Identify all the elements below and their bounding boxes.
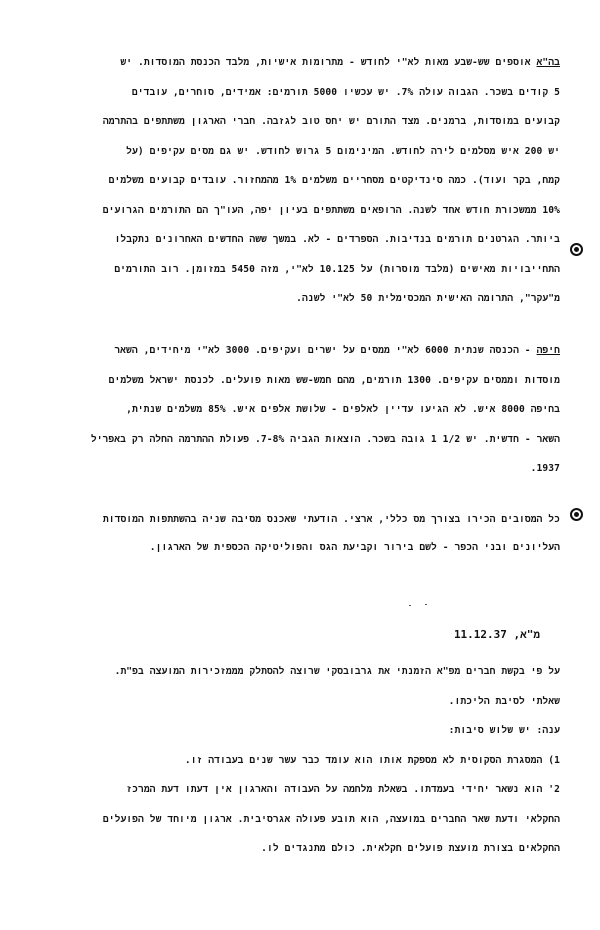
place-heading: בה"א <box>536 57 560 68</box>
text-line: 1937. <box>530 463 560 474</box>
text-line: 5 קודים בשכר. הגבוה עולה 7%. יש עכשיו 5000 תורמים: אמידים, סוחרים, עובדים <box>131 86 560 98</box>
text-line: מ"עקר", התרומה האישית המכסימלית 50 לא"י לשנה. <box>296 293 560 304</box>
binder-hole-upper-icon <box>570 243 583 256</box>
text-line: בחיפה 8000 איש. לא הגיעו עדיין לאלפים - שלושת אלפים איש. 85% משלמים שנתית, <box>126 404 560 415</box>
paragraph-haifa <box>40 336 560 484</box>
place-heading: חיפה <box>536 345 560 356</box>
text-line: כל המסובים הכירו בצורך מס כללי, ארצי. הודעתי שאכנס מסיבה שניה בהשתתפות המוסדות <box>102 514 560 525</box>
text-line: 10% ממשכורת חודש אחד לשנה. הרופאים משתתפים בעיון יפה, העו"ך הם התורמים הגרועים <box>102 204 560 216</box>
text-line: בה"א אוספים שש-שבע מאות לא"י לחודש - מתרומות אישיות, מלבד הכנסת המוסדות. יש <box>120 57 560 68</box>
text-line: על פי בקשת חברים מפ"א הזמנתי את גרבובסקי שרוצה להסתלק מממזכירות המועצה בפ"ת. <box>114 666 560 677</box>
text-line: התחייבויות מאישים (מלבד מוסרות) על 10.125 לא"י, מזה 5450 במזומן. רוב התורמים <box>114 263 560 275</box>
paragraph-beer-sheva <box>40 48 560 314</box>
text-line: השאר - חדשית. יש 1/2 1 גובה בשכר. הוצאות הגביה 7-8%. פעולת ההתרמה החלה רק באפריל <box>90 433 560 445</box>
binder-hole-lower-icon <box>570 508 583 521</box>
paper-speck <box>425 604 427 605</box>
date-heading: מ"א, 11.12.37 <box>453 628 540 641</box>
paragraph-grabovsky <box>40 657 560 864</box>
text-line: החקלאים בצורת מועצת פועלים חקלאית. כולם מתנגדים לו. <box>261 843 560 854</box>
paragraph-general-tax <box>40 506 560 562</box>
text-line: יש 200 איש מסלמים לירה לחודש. המינימום 5 גרוש לחודש. יש גם מסים עקיפים (על <box>126 145 560 157</box>
text-line: חיפה - הכנסה שנתית 6000 לא"י ממסים על ישרים ועקיפים. 3000 לא"י מיחידים, השאר <box>114 345 560 356</box>
text-line: ענה: יש שלוש סיבות: <box>448 725 560 736</box>
text-line: 1) המסגרת הסקוסית לא מספקת אותו הוא עומד כבר עשר שנים בעבודה זו. <box>184 754 560 766</box>
text-line: קמח, בקר ועוד). כמה סינדיקטים מסחריים משלמים 1% מהמחזור. עובדים קבועים משלמים <box>108 175 560 186</box>
text-line: שאלתי לסיבת הליכתו. <box>448 695 560 707</box>
text-line: מוסדות וממסים עקיפים. 1300 תורמים, מהם חמש-שש מאות פועלים. לכנסת ישראל משלמים <box>108 374 560 386</box>
text-line: החקלאי ודעת שאר החברים במועצה, הוא תובע פעולה אגרסיבית. ארגון מיוחד של הפועלים <box>102 813 560 825</box>
paper-speck <box>409 605 411 606</box>
text-line: 2' הוא נשאר יחידי בעמדתו. בשאלת מלחמה על העבודה והארגון אין דעתו דעת המרכז <box>126 784 560 795</box>
text-line: קבועים במוסדות, ברמנים. מצד התורם יש יחס טוב לגזבה. חברי הארגון משתתפים בהתרמה <box>102 116 560 127</box>
text-line: העליונים ובני הכפר - לשם בירור וקביעת הגס והפוליטיקה הכספית של הארגון. <box>149 542 560 553</box>
text-line: ביותר. הגרטנים תורמים בנדיבות. הספרדים - לא. במשך ששה החדשים האחרונים נתקבלו <box>114 234 560 245</box>
